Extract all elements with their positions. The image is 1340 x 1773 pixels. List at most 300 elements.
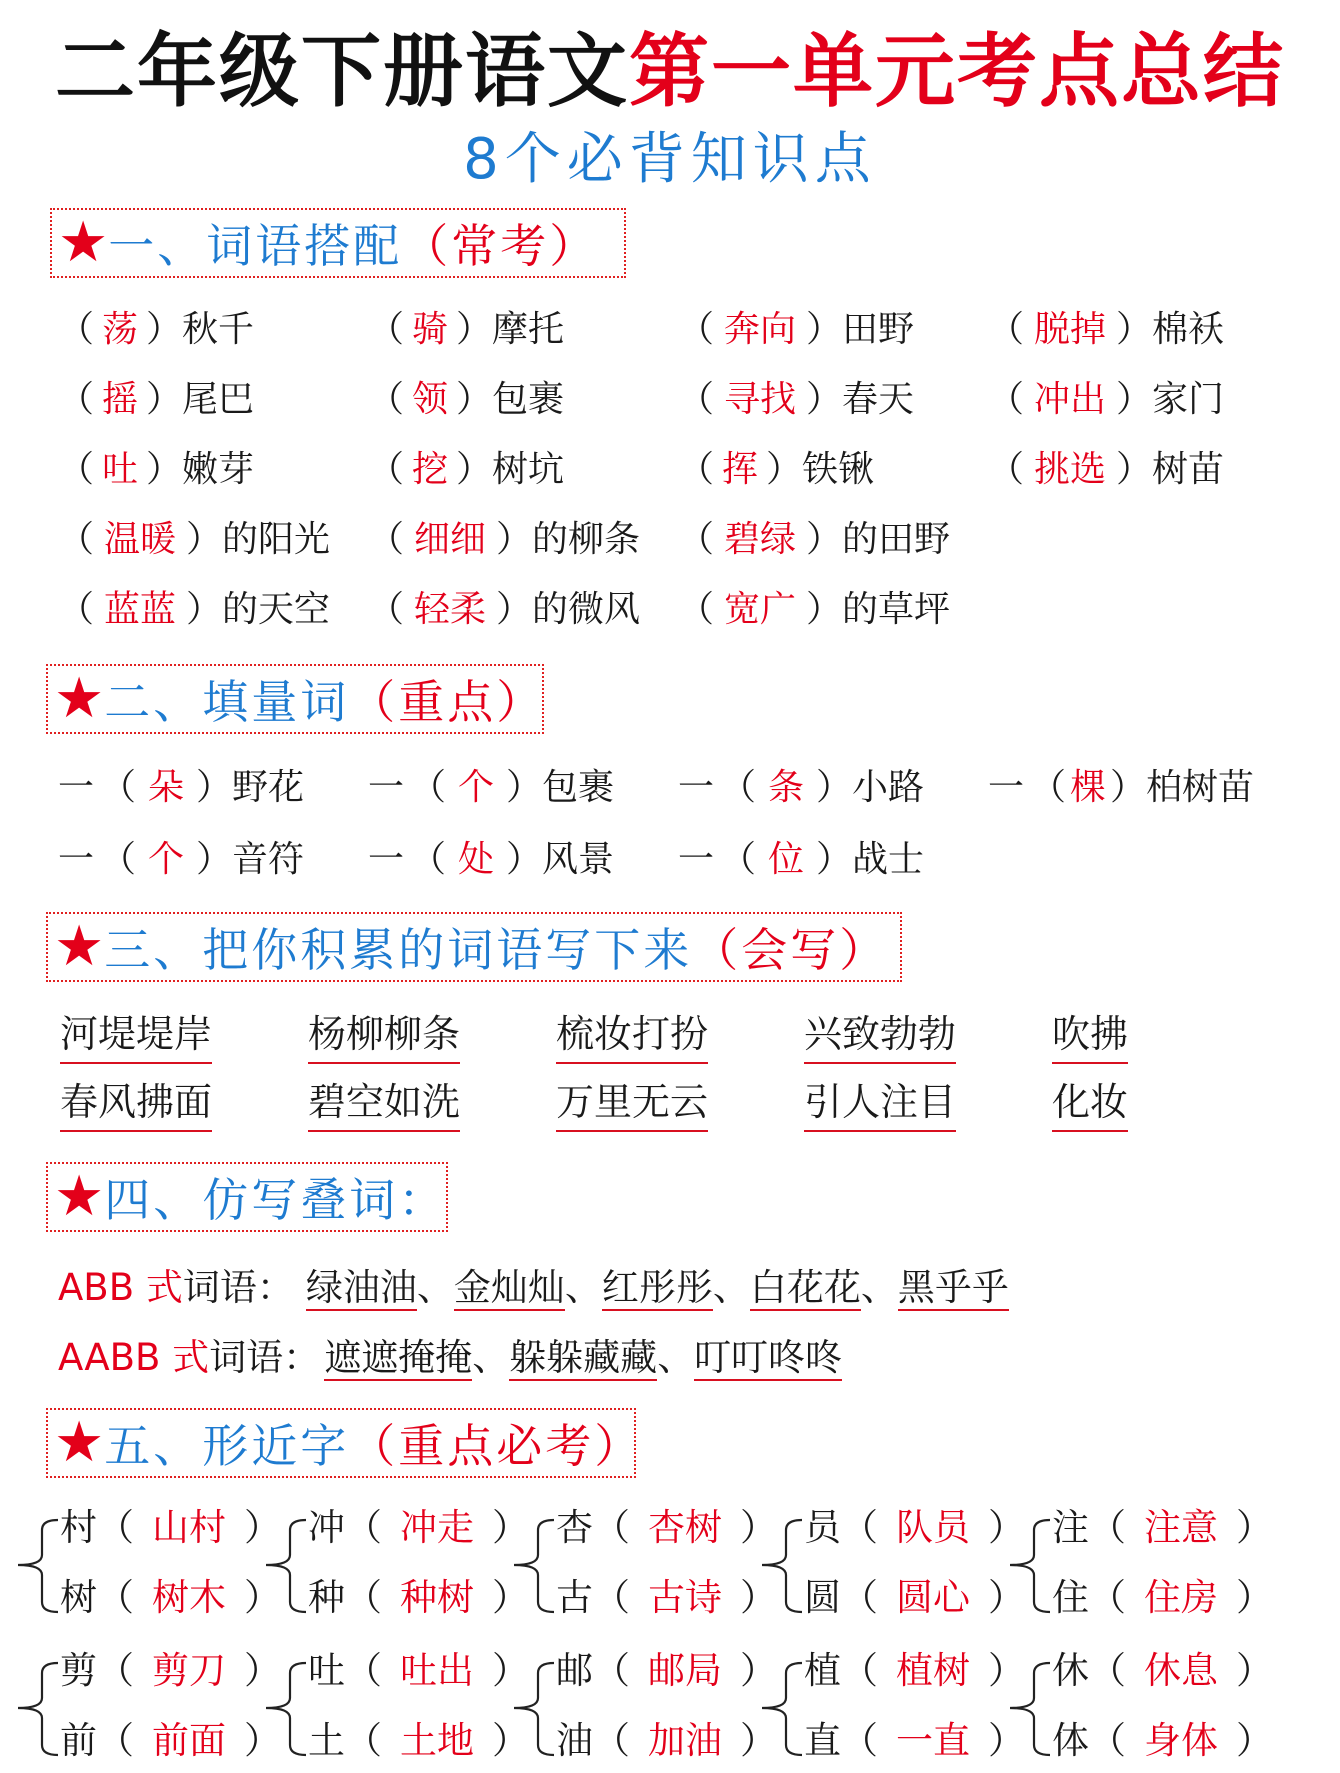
word-pair (368, 370, 564, 430)
close-paren: ） (740, 1649, 777, 1692)
accumulated-word: 化妆 (1052, 1074, 1128, 1132)
similar-char-group (510, 1643, 777, 1773)
close-paren: ） (456, 309, 493, 350)
open-paren: （ (593, 1719, 630, 1762)
open-paren: （ (368, 589, 405, 630)
close-paren: ） (196, 767, 233, 808)
close-paren: ） (186, 519, 223, 560)
close-paren: ） (1236, 1719, 1273, 1762)
word-text: 家门 (1152, 379, 1225, 420)
close-paren: ） (806, 379, 843, 420)
similar-char-group (510, 1500, 777, 1630)
aabb-line (58, 1328, 842, 1388)
open-paren: （ (720, 839, 757, 880)
abb-label: ABB 式 (58, 1266, 183, 1309)
brace-icon (758, 1643, 804, 1773)
similar-char-group (758, 1643, 1025, 1773)
open-paren: （ (678, 589, 715, 630)
word-text: 秋千 (182, 309, 255, 350)
star-icon: ★ (54, 666, 105, 731)
close-paren: ） (740, 1506, 777, 1549)
close-paren: ） (244, 1506, 281, 1549)
answer-word: 冲走 (400, 1506, 474, 1549)
close-paren: ） (506, 839, 543, 880)
word-text: 的阳光 (222, 519, 331, 560)
brace-icon (1006, 1643, 1052, 1773)
close-paren: ） (196, 839, 233, 880)
close-paren: ） (806, 309, 843, 350)
reduplicated-word: 叮叮咚咚 (694, 1336, 843, 1379)
answer-text: 个 (458, 767, 495, 808)
answer-text: 处 (458, 839, 495, 880)
answer-word: 山村 (152, 1506, 226, 1549)
answer-text: 挖 (412, 449, 449, 490)
close-paren: ） (988, 1649, 1025, 1692)
reduplicated-word: 金灿灿 (453, 1266, 565, 1309)
answer-text: 摇 (102, 379, 139, 420)
close-paren: ） (1236, 1576, 1273, 1619)
answer-word: 一直 (896, 1719, 970, 1762)
open-paren: （ (368, 449, 405, 490)
word-text: 野花 (232, 767, 305, 808)
similar-char-group (1006, 1500, 1273, 1630)
word-text: 棉袄 (1152, 309, 1225, 350)
open-paren: （ (100, 839, 137, 880)
answer-word: 前面 (152, 1719, 226, 1762)
answer-word: 吐出 (400, 1649, 474, 1692)
accumulated-word: 河堤堤岸 (60, 1006, 212, 1064)
similar-char-line (1052, 1713, 1273, 1769)
answer-word: 身体 (1144, 1719, 1218, 1762)
open-paren: （ (1030, 767, 1067, 808)
answer-text: 碧绿 (724, 519, 797, 560)
word-pair (678, 580, 950, 640)
section-4-header (46, 1162, 448, 1232)
answer-text: 挥 (722, 449, 759, 490)
close-paren: ） (496, 589, 533, 630)
character: 树 (60, 1576, 97, 1619)
section-3-title: 三、把你积累的词语写下来 (104, 923, 693, 977)
close-paren: ） (492, 1576, 529, 1619)
aabb-label-rest: 词语： (209, 1336, 321, 1379)
reduplicated-word: 黑乎乎 (897, 1266, 1009, 1309)
separator: 、 (416, 1266, 454, 1309)
answer-text: 领 (412, 379, 449, 420)
word-text: 的草坪 (842, 589, 951, 630)
section-2-tag: （重点） (349, 675, 546, 729)
similar-char-line (308, 1570, 529, 1626)
character: 油 (556, 1719, 593, 1762)
similar-char-line (60, 1713, 281, 1769)
answer-text: 位 (768, 839, 805, 880)
open-paren: （ (988, 309, 1025, 350)
star-icon: ★ (58, 210, 109, 275)
word-pair (368, 510, 640, 570)
character: 圆 (804, 1576, 841, 1619)
answer-word: 土地 (400, 1719, 474, 1762)
similar-char-group (262, 1643, 529, 1773)
answer-text: 寻找 (724, 379, 797, 420)
character: 种 (308, 1576, 345, 1619)
answer-word: 植树 (896, 1649, 970, 1692)
measure-word-item (58, 830, 304, 890)
brace-icon (262, 1643, 308, 1773)
close-paren: ） (492, 1506, 529, 1549)
close-paren: ） (146, 379, 183, 420)
answer-text: 细细 (414, 519, 487, 560)
word-text: 嫩芽 (182, 449, 255, 490)
yi-text: 一 (58, 767, 95, 808)
similar-char-group (1006, 1643, 1273, 1773)
measure-word-item (678, 830, 924, 890)
separator: 、 (860, 1266, 898, 1309)
similar-char-line (60, 1570, 281, 1626)
similar-char-line (1052, 1643, 1273, 1699)
answer-text: 宽广 (724, 589, 797, 630)
similar-char-line (308, 1713, 529, 1769)
brace-icon (758, 1500, 804, 1630)
similar-char-line (60, 1500, 281, 1556)
word-pair (678, 370, 914, 430)
section-1-header (50, 208, 626, 278)
yi-text: 一 (678, 767, 715, 808)
answer-word: 休息 (1144, 1649, 1218, 1692)
close-paren: ） (1116, 309, 1153, 350)
open-paren: （ (593, 1576, 630, 1619)
open-paren: （ (593, 1506, 630, 1549)
open-paren: （ (58, 519, 95, 560)
similar-char-line (1052, 1500, 1273, 1556)
answer-word: 树木 (152, 1576, 226, 1619)
separator: 、 (472, 1336, 510, 1379)
close-paren: ） (244, 1719, 281, 1762)
section-5-tag: （重点必考） (349, 1419, 644, 1473)
section-1-title: 一、词语搭配 (108, 219, 403, 273)
close-paren: ） (492, 1719, 529, 1762)
star-icon: ★ (54, 1410, 105, 1475)
open-paren: （ (678, 519, 715, 560)
brace-icon (510, 1643, 556, 1773)
answer-word: 杏树 (648, 1506, 722, 1549)
open-paren: （ (841, 1576, 878, 1619)
open-paren: （ (97, 1506, 134, 1549)
character: 古 (556, 1576, 593, 1619)
yi-text: 一 (988, 767, 1025, 808)
character: 住 (1052, 1576, 1089, 1619)
answer-word: 住房 (1144, 1576, 1218, 1619)
open-paren: （ (1089, 1719, 1126, 1762)
character: 冲 (308, 1506, 345, 1549)
word-pair (678, 440, 874, 500)
character: 植 (804, 1649, 841, 1692)
character: 村 (60, 1506, 97, 1549)
word-pair (988, 440, 1224, 500)
character: 邮 (556, 1649, 593, 1692)
word-pair (58, 300, 254, 360)
similar-char-line (804, 1500, 1025, 1556)
abb-line (58, 1258, 1009, 1318)
word-pair (58, 440, 254, 500)
answer-word: 古诗 (648, 1576, 722, 1619)
word-pair (368, 580, 640, 640)
open-paren: （ (410, 767, 447, 808)
open-paren: （ (97, 1576, 134, 1619)
word-text: 风景 (542, 839, 615, 880)
word-text: 音符 (232, 839, 305, 880)
open-paren: （ (988, 449, 1025, 490)
answer-text: 轻柔 (414, 589, 487, 630)
answer-word: 注意 (1144, 1506, 1218, 1549)
section-1-tag: （常考） (402, 219, 599, 273)
word-pair (678, 300, 914, 360)
measure-word-item (368, 830, 614, 890)
brace-icon (14, 1643, 60, 1773)
similar-char-line (804, 1570, 1025, 1626)
close-paren: ） (816, 767, 853, 808)
abb-label-rest: 词语： (182, 1266, 294, 1309)
close-paren: ） (146, 309, 183, 350)
section-2-header (46, 664, 544, 734)
character: 直 (804, 1719, 841, 1762)
word-pair (988, 370, 1224, 430)
open-paren: （ (1089, 1576, 1126, 1619)
close-paren: ） (816, 839, 853, 880)
similar-char-line (1052, 1570, 1273, 1626)
section-3-tag: （会写） (692, 923, 889, 977)
separator: 、 (564, 1266, 602, 1309)
open-paren: （ (58, 589, 95, 630)
open-paren: （ (368, 519, 405, 560)
answer-text: 荡 (102, 309, 139, 350)
close-paren: ） (496, 519, 533, 560)
accumulated-word: 兴致勃勃 (804, 1006, 956, 1064)
section-3-header (46, 912, 902, 982)
close-paren: ） (456, 379, 493, 420)
brace-icon (262, 1500, 308, 1630)
open-paren: （ (720, 767, 757, 808)
answer-word: 加油 (648, 1719, 722, 1762)
open-paren: （ (988, 379, 1025, 420)
close-paren: ） (244, 1649, 281, 1692)
word-text: 柏树苗 (1146, 767, 1255, 808)
answer-text: 挑选 (1034, 449, 1107, 490)
word-text: 的柳条 (532, 519, 641, 560)
aabb-label: AABB 式 (58, 1336, 210, 1379)
brace-icon (510, 1500, 556, 1630)
section-4-title: 四、仿写叠词： (104, 1173, 448, 1227)
close-paren: ） (766, 449, 803, 490)
open-paren: （ (841, 1506, 878, 1549)
accumulated-word: 杨柳柳条 (308, 1006, 460, 1064)
open-paren: （ (593, 1649, 630, 1692)
title-part-black: 二年级下册语文 (55, 25, 629, 118)
accumulated-word: 梳妆打扮 (556, 1006, 708, 1064)
close-paren: ） (740, 1719, 777, 1762)
word-text: 春天 (842, 379, 915, 420)
word-text: 的微风 (532, 589, 641, 630)
close-paren: ） (988, 1576, 1025, 1619)
word-pair (58, 370, 254, 430)
yi-text: 一 (678, 839, 715, 880)
close-paren: ） (806, 519, 843, 560)
answer-word: 剪刀 (152, 1649, 226, 1692)
answer-text: 吐 (102, 449, 139, 490)
character: 体 (1052, 1719, 1089, 1762)
similar-char-line (60, 1643, 281, 1699)
open-paren: （ (678, 379, 715, 420)
answer-text: 温暖 (104, 519, 177, 560)
character: 吐 (308, 1649, 345, 1692)
section-5-title: 五、形近字 (104, 1419, 350, 1473)
yi-text: 一 (58, 839, 95, 880)
open-paren: （ (58, 379, 95, 420)
star-icon: ★ (54, 1164, 105, 1229)
close-paren: ） (456, 449, 493, 490)
word-pair (988, 300, 1224, 360)
open-paren: （ (368, 379, 405, 420)
open-paren: （ (58, 309, 95, 350)
open-paren: （ (1089, 1506, 1126, 1549)
answer-text: 脱掉 (1034, 309, 1107, 350)
open-paren: （ (841, 1719, 878, 1762)
subtitle: 8个必背知识点 (463, 127, 877, 192)
accumulated-word: 春风拂面 (60, 1074, 212, 1132)
answer-text: 个 (148, 839, 185, 880)
character: 注 (1052, 1506, 1089, 1549)
word-text: 铁锹 (802, 449, 875, 490)
close-paren: ） (186, 589, 223, 630)
character: 前 (60, 1719, 97, 1762)
character: 剪 (60, 1649, 97, 1692)
similar-char-line (556, 1643, 777, 1699)
similar-char-group (14, 1500, 281, 1630)
answer-word: 种树 (400, 1576, 474, 1619)
word-text: 的天空 (222, 589, 331, 630)
open-paren: （ (345, 1719, 382, 1762)
brace-icon (14, 1500, 60, 1630)
measure-word-item (58, 758, 304, 818)
answer-text: 棵 (1070, 767, 1107, 808)
word-pair (368, 300, 564, 360)
character: 休 (1052, 1649, 1089, 1692)
close-paren: ） (806, 589, 843, 630)
close-paren: ） (988, 1506, 1025, 1549)
word-pair (58, 580, 330, 640)
open-paren: （ (368, 309, 405, 350)
section-5-header (46, 1408, 644, 1478)
close-paren: ） (492, 1649, 529, 1692)
open-paren: （ (345, 1506, 382, 1549)
similar-char-group (262, 1500, 529, 1630)
word-pair (678, 510, 950, 570)
separator: 、 (657, 1336, 695, 1379)
similar-char-line (804, 1643, 1025, 1699)
close-paren: ） (1236, 1649, 1273, 1692)
open-paren: （ (58, 449, 95, 490)
word-text: 树坑 (492, 449, 565, 490)
reduplicated-word: 绿油油 (305, 1266, 417, 1309)
close-paren: ） (506, 767, 543, 808)
close-paren: ） (988, 1719, 1025, 1762)
open-paren: （ (345, 1576, 382, 1619)
open-paren: （ (678, 449, 715, 490)
character: 土 (308, 1719, 345, 1762)
word-text: 的田野 (842, 519, 951, 560)
open-paren: （ (1089, 1649, 1126, 1692)
word-text: 包裹 (492, 379, 565, 420)
close-paren: ） (146, 449, 183, 490)
reduplicated-word: 白花花 (749, 1266, 861, 1309)
word-text: 田野 (842, 309, 915, 350)
similar-char-line (556, 1500, 777, 1556)
accumulated-word: 引人注目 (804, 1074, 956, 1132)
close-paren: ） (1116, 449, 1153, 490)
separator: 、 (712, 1266, 750, 1309)
reduplicated-word: 躲躲藏藏 (509, 1336, 658, 1379)
close-paren: ） (1236, 1506, 1273, 1549)
answer-text: 朵 (148, 767, 185, 808)
page-title (0, 22, 1340, 122)
similar-char-group (14, 1643, 281, 1773)
measure-word-item (678, 758, 924, 818)
section-2-title: 二、填量词 (104, 675, 350, 729)
yi-text: 一 (368, 839, 405, 880)
answer-text: 条 (768, 767, 805, 808)
open-paren: （ (97, 1719, 134, 1762)
measure-word-item (988, 758, 1254, 818)
close-paren: ） (1110, 767, 1147, 808)
word-text: 尾巴 (182, 379, 255, 420)
open-paren: （ (100, 767, 137, 808)
answer-text: 蓝蓝 (104, 589, 177, 630)
similar-char-group (758, 1500, 1025, 1630)
open-paren: （ (678, 309, 715, 350)
answer-word: 圆心 (896, 1576, 970, 1619)
word-text: 小路 (852, 767, 925, 808)
reduplicated-word: 遮遮掩掩 (324, 1336, 473, 1379)
similar-char-line (308, 1643, 529, 1699)
word-text: 树苗 (1152, 449, 1225, 490)
open-paren: （ (97, 1649, 134, 1692)
title-part-red: 第一单元考点总结 (629, 25, 1285, 118)
measure-word-item (368, 758, 614, 818)
accumulated-word: 万里无云 (556, 1074, 708, 1132)
word-pair (368, 440, 564, 500)
word-text: 包裹 (542, 767, 615, 808)
character: 员 (804, 1506, 841, 1549)
character: 杏 (556, 1506, 593, 1549)
word-text: 摩托 (492, 309, 565, 350)
reduplicated-word: 红彤彤 (601, 1266, 713, 1309)
accumulated-word: 碧空如洗 (308, 1074, 460, 1132)
word-pair (58, 510, 330, 570)
answer-word: 邮局 (648, 1649, 722, 1692)
similar-char-line (804, 1713, 1025, 1769)
word-text: 战士 (852, 839, 925, 880)
similar-char-line (556, 1570, 777, 1626)
answer-word: 队员 (896, 1506, 970, 1549)
star-icon: ★ (54, 914, 105, 979)
yi-text: 一 (368, 767, 405, 808)
answer-text: 奔向 (724, 309, 797, 350)
open-paren: （ (345, 1649, 382, 1692)
answer-text: 冲出 (1034, 379, 1107, 420)
accumulated-word: 吹拂 (1052, 1006, 1128, 1064)
close-paren: ） (1116, 379, 1153, 420)
close-paren: ） (244, 1576, 281, 1619)
similar-char-line (308, 1500, 529, 1556)
open-paren: （ (410, 839, 447, 880)
